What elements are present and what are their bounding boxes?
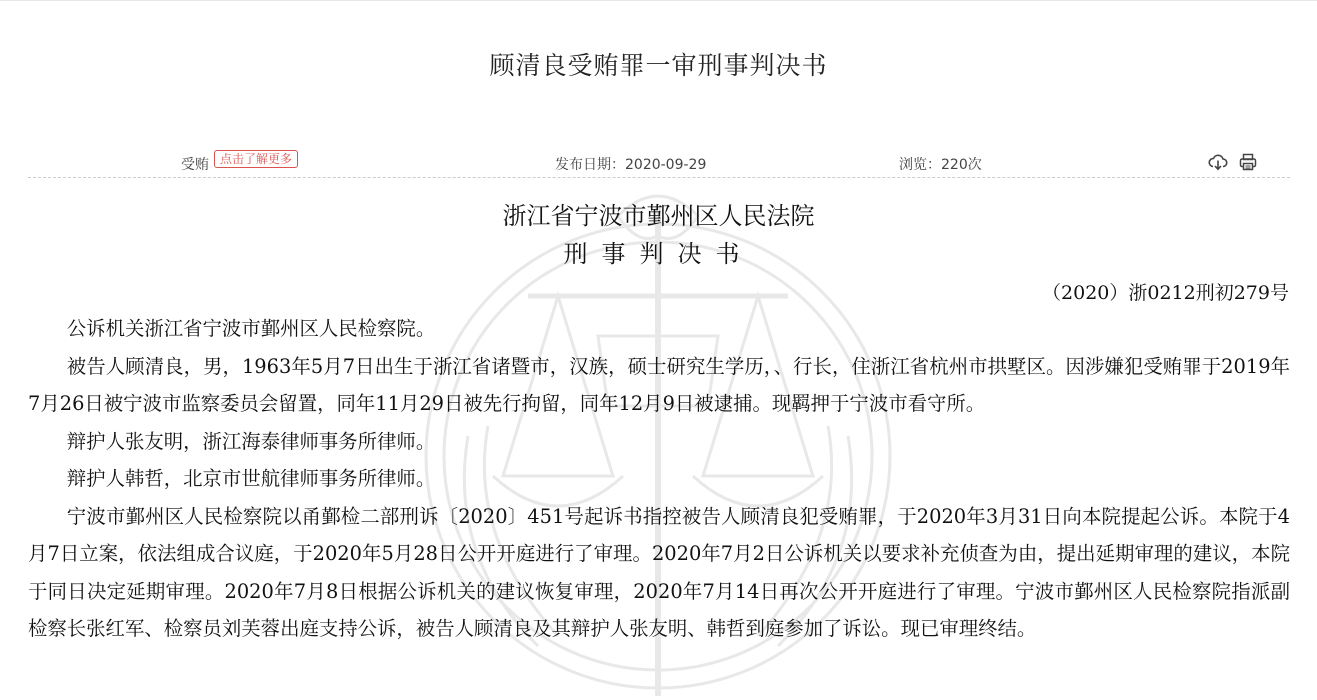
- toolbar-icons: [1208, 152, 1268, 172]
- meta-bar: [28, 148, 1290, 176]
- paragraph-defender-2: 辩护人韩哲，北京市世航律师事务所律师。: [66, 467, 436, 490]
- publish-date-value: 2020-09-29: [625, 157, 707, 173]
- page-title: 顾清良受贿罪一审刑事判决书: [489, 51, 828, 80]
- view-count: [899, 154, 982, 174]
- court-name: 浙江省宁波市鄞州区人民法院: [502, 202, 815, 230]
- paragraph-proceedings: 宁波市鄞州区人民检察院以甬鄞检二部刑诉〔2020〕451号起诉书指控被告人顾清良犯受贿罪，于2020年3月31日向本院提起公诉。本院于4月7日立案，依法组成合议庭，于2020年5月28日公开开庭进行了审理。2020年7月2日公诉机关以要求补充侦查为由，提出延期审理的建议，本院于同日决定延期审理。2020年7月8日根据公诉机关的建议恢复审理，2020年7月14日再次公开开庭进行了审理。宁波市鄞州区人民检察院指派副检察长张红军、检察员刘芙蓉出庭支持公诉，被告人顾清良及其辩护人张友明、韩哲到庭参加了诉讼。现已审理终结。: [28, 504, 1290, 640]
- publish-date-label: 发布日期：: [555, 157, 625, 173]
- category-tag[interactable]: 受贿: [181, 157, 209, 173]
- download-icon[interactable]: [1208, 152, 1228, 172]
- print-icon[interactable]: [1238, 152, 1258, 172]
- case-number: （2020）浙0212刑初279号: [1042, 282, 1289, 304]
- view-count-value: 220次: [941, 157, 982, 173]
- paragraph-prosecutor: 公诉机关浙江省宁波市鄞州区人民检察院。: [66, 317, 436, 340]
- document-kind: 刑事判决书: [563, 240, 754, 268]
- learn-more-button[interactable]: 点击了解更多: [214, 150, 298, 168]
- paragraph-defendant: 被告人顾清良，男，1963年5月7日出生于浙江省诸暨市，汉族，硕士研究生学历，、行长，住浙江省杭州市拱墅区。因涉嫌犯受贿罪于2019年7月26日被宁波市监察委员会留置，同年11月29日被先行拘留，同年12月9日被逮捕。现羁押于宁波市看守所。: [28, 354, 1290, 415]
- publish-date: [555, 154, 706, 174]
- paragraph-defender-1: 辩护人张友明，浙江海泰律师事务所律师。: [66, 429, 436, 453]
- view-count-label: 浏览：: [899, 157, 941, 173]
- judgment-body: [28, 310, 1290, 648]
- top-border: [0, 0, 1317, 1]
